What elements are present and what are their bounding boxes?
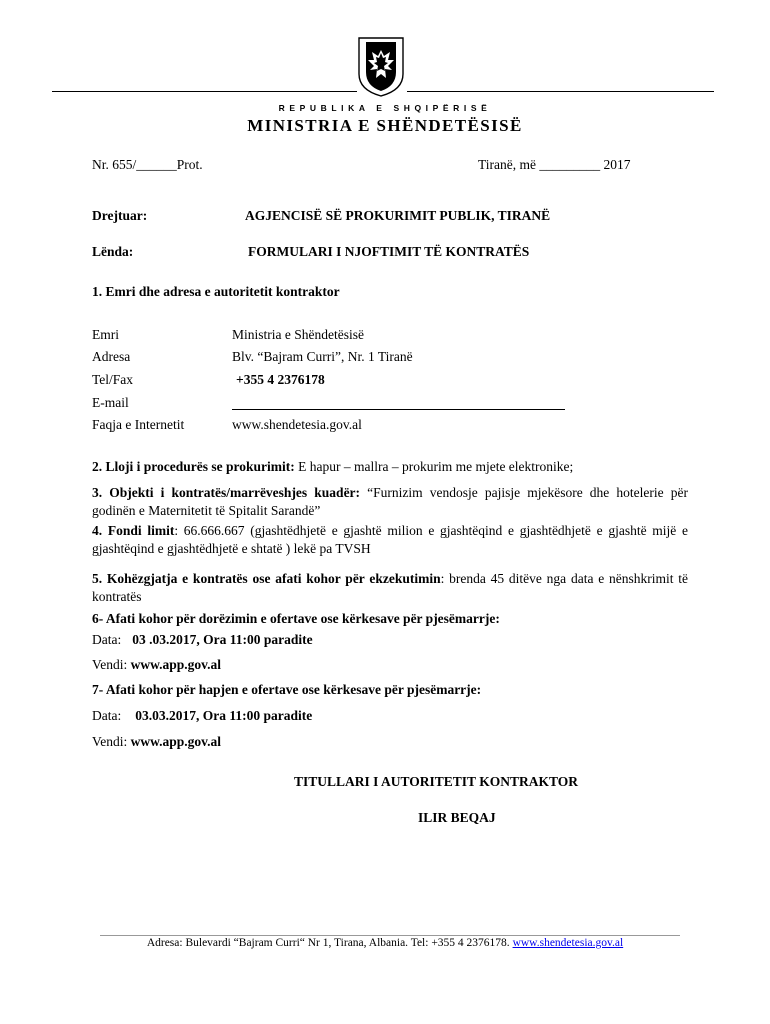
row-label: E-mail [92,395,129,410]
row-value-phone: +355 4 2376178 [236,372,325,387]
section6-location-row [92,657,221,673]
signatory-title: TITULLARI I AUTORITETIT KONTRAKTOR [294,774,578,789]
date-value: 03.03.2017, Ora 11:00 paradite [135,708,313,723]
footer-address: Adresa: Bulevardi “Bajram Curri“ Nr 1, Tirana, Albania. Tel: +355 4 2376178. [146,937,513,949]
section4 [92,522,688,558]
subject-value: FORMULARI I NJOFTIMIT TË KONTRATËS [248,244,530,259]
addressee-label: Drejtuar: [92,208,148,223]
section3-label: 3. Objekti i kontratës/marrëveshjes kuadër: [92,485,361,500]
header-rule-right [407,91,714,92]
location-label: Vendi: [92,657,128,672]
row-value-website: www.shendetesia.gov.al [232,417,362,432]
subject-label: Lënda: [92,244,134,259]
signatory-name: ILIR BEQAJ [418,810,496,825]
row-value: Blv. “Bajram Curri”, Nr. 1 Tiranë [232,349,413,364]
section5-value: : brenda 45 ditëve nga data e nënshkrimit të kontratës [92,571,689,604]
ministry-name: MINISTRIA E SHËNDETËSISË [247,116,523,135]
row-label: Tel/Fax [92,372,134,387]
section4-label: 4. Fondi limit [92,523,175,538]
row-label: Emri [92,327,119,342]
footer-website-link[interactable]: www.shendetesia.gov.al [512,937,624,949]
section5-number: 5 [92,571,99,586]
footer-rule [100,935,680,936]
location-value: www.app.gov.al [130,657,222,672]
section2-value: E hapur – mallra – prokurim me mjete elektronike; [294,459,574,474]
section3 [92,484,688,520]
date-value: 03 .03.2017, Ora 11:00 paradite [132,632,313,647]
date-label: Data: [92,708,122,723]
section6-title: 6- Afati kohor për dorëzimin e ofertave ose kërkesave për pjesëmarrje: [92,611,500,626]
row-label: Faqja e Internetit [92,417,185,432]
section2 [92,459,573,475]
albanian-eagle-emblem-icon [356,36,406,98]
section7-title: 7- Afati kohor për hapjen e ofertave ose kërkesave për pjesëmarrje: [92,682,482,697]
section2-label: 2. Lloji i procedurës se prokurimit: [92,459,295,474]
section4-value: : 66.666.667 (gjashtëdhjetë e gjashtë milion e gjashtëqind e gjashtëdhjetë e gjashtë mijë e gjashtëqind e gjashtëdhjetë e shtatë ) lekë pa TVSH [92,523,689,556]
row-value: Ministria e Shëndetësisë [232,327,364,342]
protocol-number: Nr. 655/______Prot. [92,157,203,172]
section7-location-row [92,734,221,750]
republic-name: REPUBLIKA E SHQIPËRISË [278,103,492,113]
addressee-value: AGJENCISË SË PROKURIMIT PUBLIK, TIRANË [245,208,551,223]
row-label: Adresa [92,349,131,364]
section5 [92,570,688,606]
email-blank-line [232,409,565,410]
date-label: Data: [92,632,122,647]
section6-date-row [92,632,313,648]
location-label: Vendi: [92,734,128,749]
header-rule-left [52,91,357,92]
section1-title: 1. Emri dhe adresa e autoritetit kontraktor [92,284,340,299]
section3-value: “Furnizim vendosje pajisje mjekësore dhe hotelerie për godinën e Maternitetit të Spitalit Sarandë” [92,485,688,518]
document-date: Tiranë, më _________ 2017 [478,157,631,172]
footer [0,937,770,949]
section7-date-row [92,708,312,724]
section5-label: . Kohëzgjatja e kontratës ose afati kohor për ekzekutimin [98,571,441,586]
location-value: www.app.gov.al [130,734,222,749]
